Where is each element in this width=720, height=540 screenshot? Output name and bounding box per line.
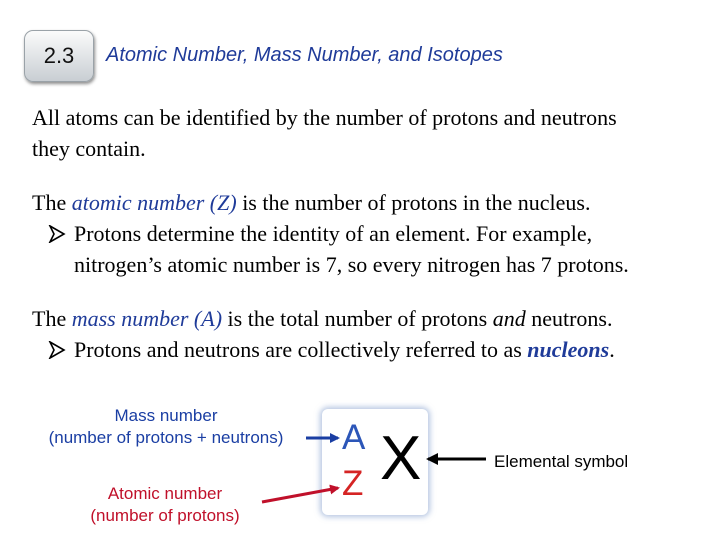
mass-label-line2: (number of protons + neutrons) <box>48 428 284 447</box>
atomic-number-symbol: Z <box>342 464 364 503</box>
atomic-label-line1: Atomic number <box>107 484 223 503</box>
section-number: 2.3 <box>43 43 75 68</box>
para1-line1: All atoms can be identified by the number of protons and neutrons <box>32 105 617 130</box>
element-symbol: X <box>380 424 422 493</box>
mass-number-symbol: A <box>342 418 366 457</box>
para2-bullet-line1: Protons determine the identity of an element. For example, <box>74 221 593 246</box>
mass-label-line1: Mass number <box>114 406 218 425</box>
para1-line2: they contain. <box>32 136 146 161</box>
para2-prefix: The <box>32 190 72 215</box>
para2-bullet-line2: nitrogen’s atomic number is 7, so every nitrogen has 7 protons. <box>74 252 629 277</box>
and-word: and <box>492 306 526 331</box>
mass-number-term: mass number (A) <box>71 306 223 331</box>
para3-suffix: neutrons. <box>525 306 613 331</box>
elemental-symbol-label: Elemental symbol <box>494 452 629 471</box>
para2-suffix: is the number of protons in the nucleus. <box>236 190 591 215</box>
para3-middle: is the total number of protons <box>222 306 493 331</box>
atomic-label-line2: (number of protons) <box>90 506 240 525</box>
atomic-number-term: atomic number (Z) <box>71 190 237 215</box>
para3-bullet-pre: Protons and neutrons are collectively referred to as <box>74 337 528 362</box>
nucleons-term: nucleons <box>527 337 610 362</box>
para3-bullet-post: . <box>609 337 615 362</box>
para3-prefix: The <box>32 306 72 331</box>
slide-title: Atomic Number, Mass Number, and Isotopes <box>106 44 503 66</box>
atomic-number-arrow <box>262 488 338 502</box>
